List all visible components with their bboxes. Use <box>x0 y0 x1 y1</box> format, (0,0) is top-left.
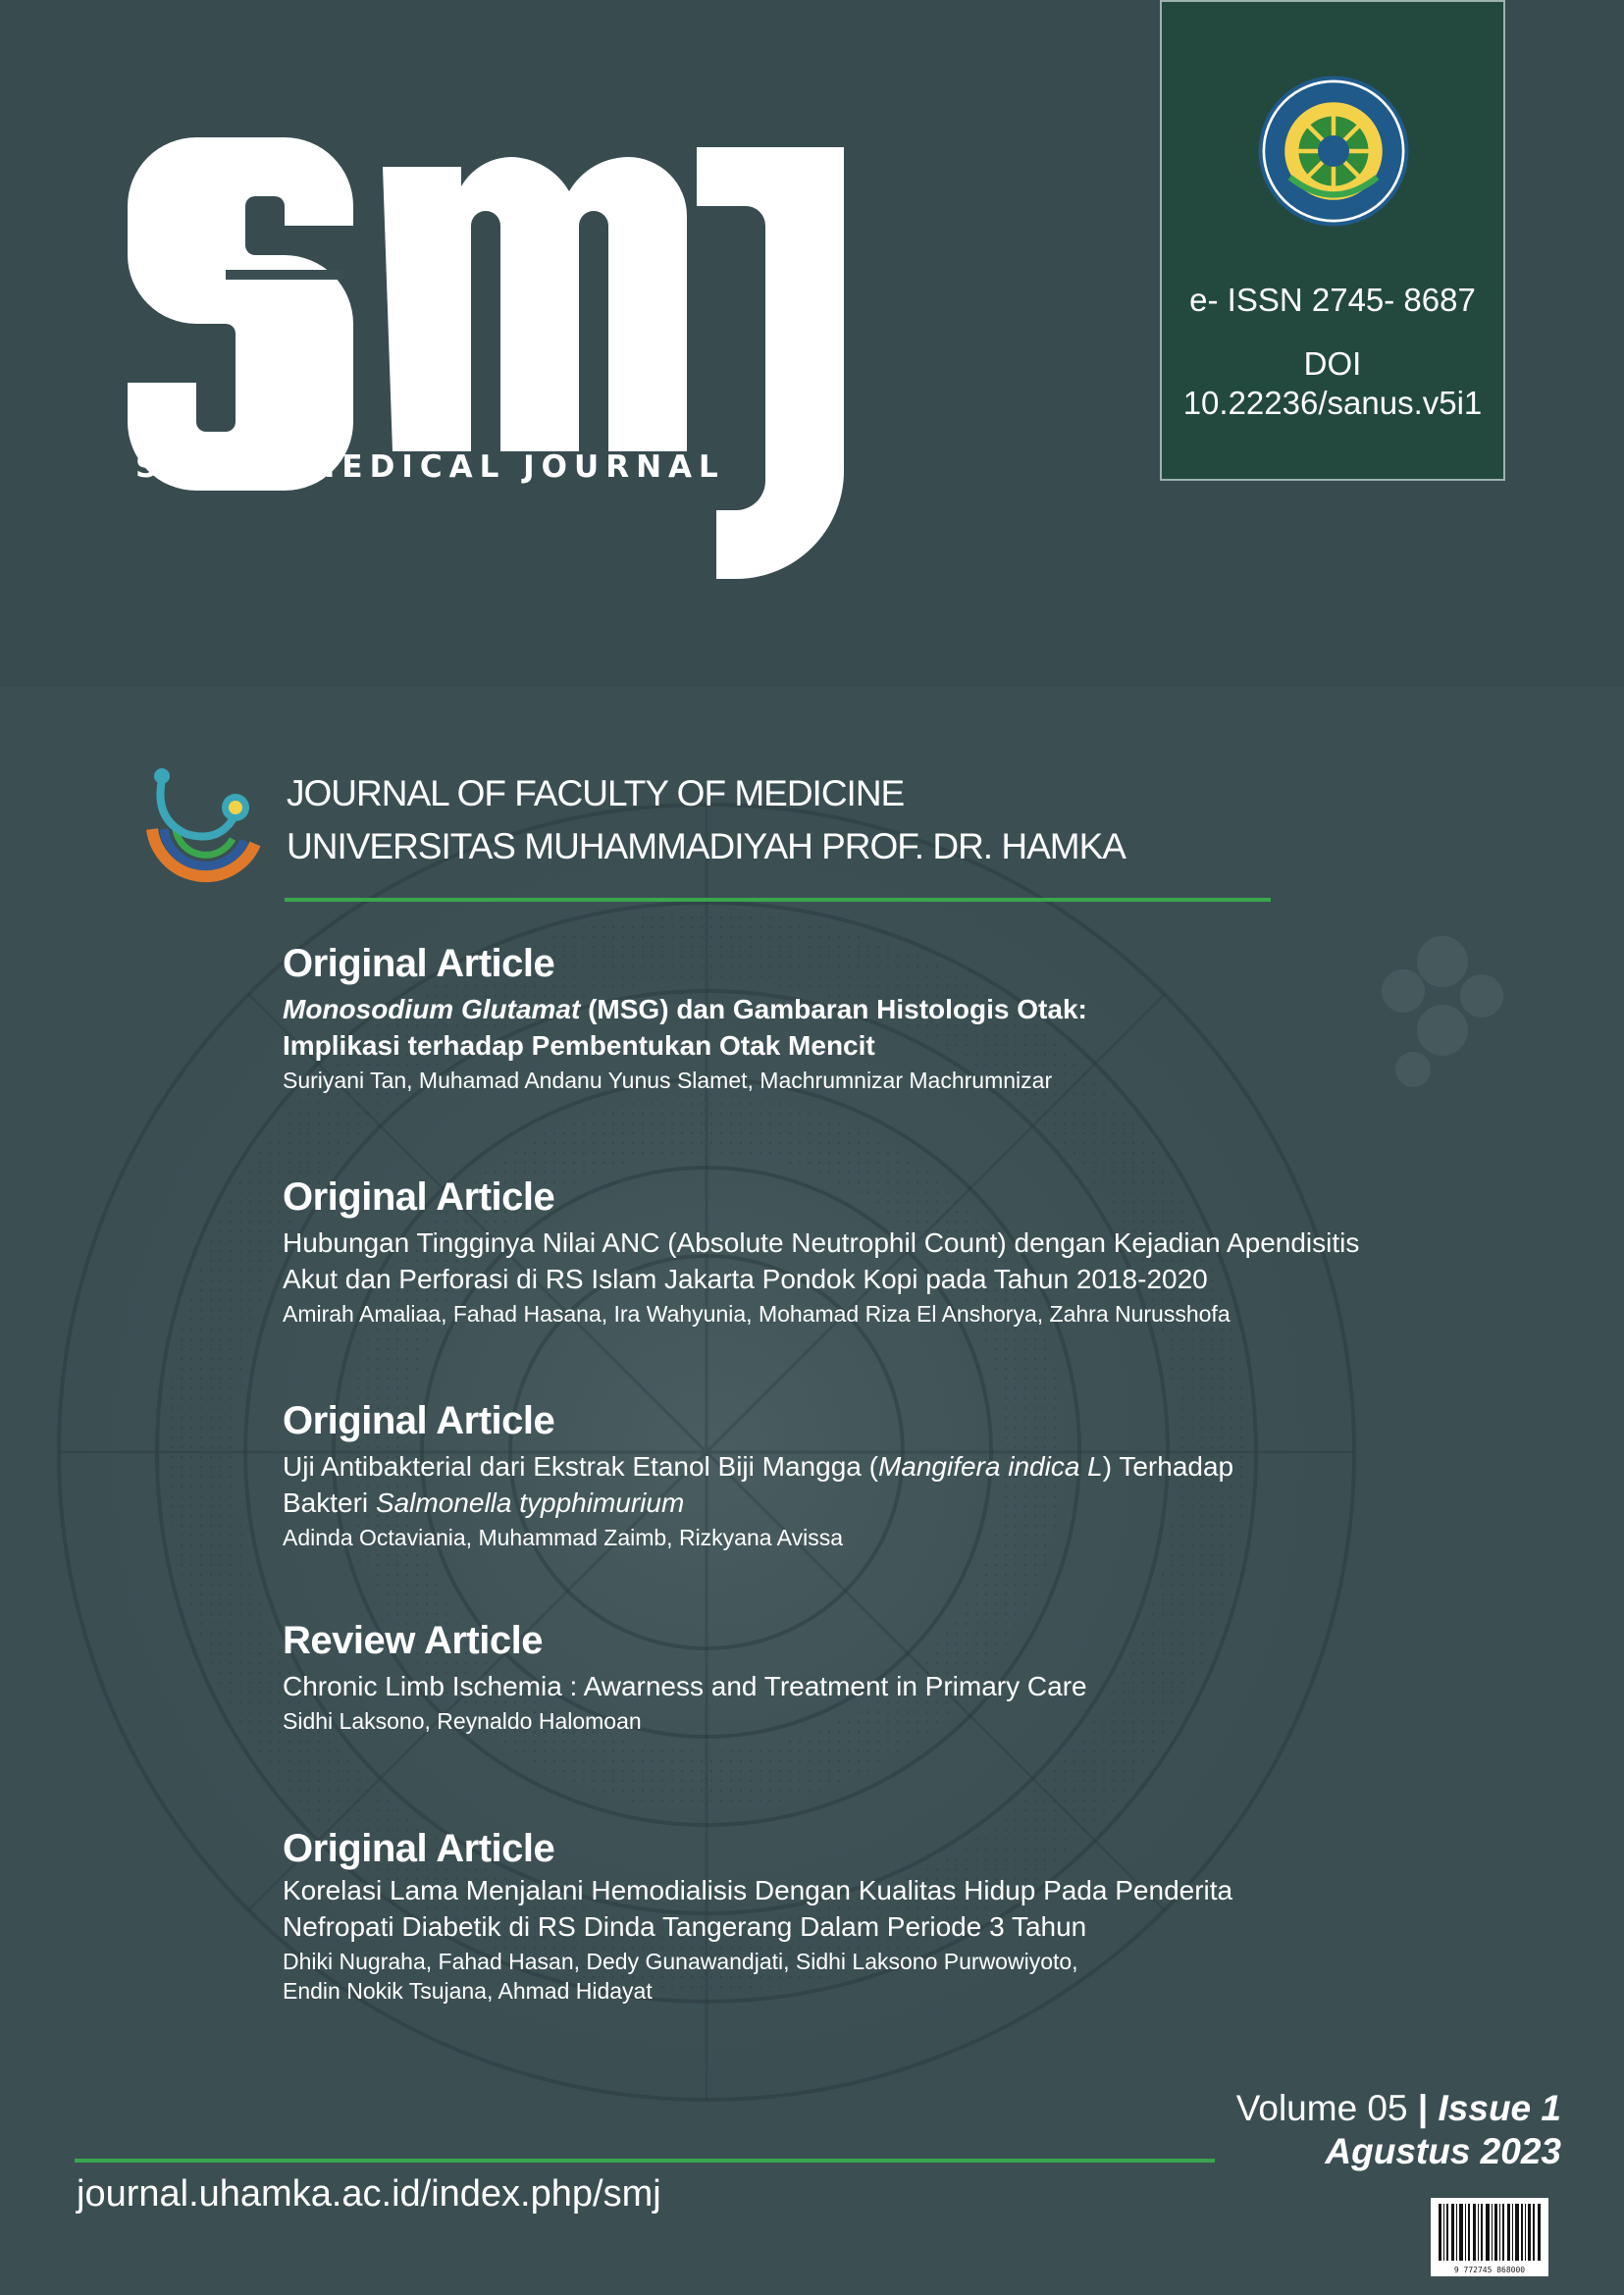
volume: Volume 05 <box>1235 2088 1408 2128</box>
article-type: Original Article <box>283 1175 555 1219</box>
article-2 <box>283 1174 1362 1329</box>
journal-url[interactable]: journal.uhamka.ac.id/index.php/smj <box>77 2173 661 2215</box>
article-title: Hubungan Tingginya Nilai ANC (Absolute Neutrophil Count) dengan Kejadian Apendisitis Akut dan Perforasi di RS Islam Jakarta Pondok Kopi pada Tahun 2018-2020 <box>283 1227 1360 1294</box>
smj-logo <box>128 128 873 579</box>
university-seal-icon <box>1245 73 1422 230</box>
issue-date: Agustus 2023 <box>1325 2131 1561 2171</box>
article-authors: Suriyani Tan, Muhamad Andanu Yunus Slamet, Machrumnizar Machrumnizar <box>283 1068 1053 1093</box>
article-1 <box>283 940 1362 1095</box>
article-title: Monosodium Glutamat (MSG) dan Gambaran Histologis Otak: Implikasi terhadap Pembentukan Otak Mencit <box>283 994 1087 1061</box>
faculty-stethoscope-logo-icon <box>132 760 265 893</box>
article-5 <box>283 1825 1362 2006</box>
article-type: Review Article <box>283 1619 543 1662</box>
doi-value: 10.22236/sanus.v5i1 <box>1182 385 1483 421</box>
issn-doi-box <box>1160 0 1505 481</box>
issue-number: Issue 1 <box>1438 2088 1561 2128</box>
article-title: Chronic Limb Ischemia : Awarness and Treatment in Primary Care <box>283 1671 1087 1701</box>
article-authors: Sidhi Laksono, Reynaldo Halomoan <box>283 1708 642 1734</box>
article-title: Korelasi Lama Menjalani Hemodialisis Dengan Kualitas Hidup Pada Penderita Nefropati Diabetik di RS Dinda Tangerang Dalam Periode 3 Tahun <box>283 1875 1233 1942</box>
faculty-divider <box>285 898 1271 902</box>
article-4 <box>283 1617 1362 1736</box>
article-authors: Amirah Amaliaa, Fahad Hasana, Ira Wahyunia, Mohamad Riza El Anshorya, Zahra Nurusshofa <box>283 1301 1231 1327</box>
journal-name: SANUS MEDICAL JOURNAL <box>135 449 725 485</box>
article-title: Uji Antibakterial dari Ekstrak Etanol Biji Mangga (Mangifera indica L) Terhadap Bakteri Salmonella typphimurium <box>283 1451 1234 1518</box>
faculty-line-2: UNIVERSITAS MUHAMMADIYAH PROF. DR. HAMKA <box>287 826 1126 866</box>
barcode-icon <box>1439 2204 1541 2261</box>
article-type: Original Article <box>283 1827 555 1870</box>
separator: | <box>1417 2088 1429 2128</box>
doi-label: DOI <box>1303 345 1362 382</box>
barcode-digits: 9 772745 868000 <box>1453 2266 1526 2274</box>
barcode <box>1431 2198 1548 2276</box>
article-type: Original Article <box>283 942 555 985</box>
article-3 <box>283 1397 1362 1552</box>
article-authors: Adinda Octaviania, Muhammad Zaimb, Rizkyana Avissa <box>283 1525 844 1550</box>
volume-issue <box>1236 2088 1561 2129</box>
footer-divider <box>75 2159 1215 2163</box>
article-type: Original Article <box>283 1399 555 1442</box>
issn-number: e- ISSN 2745- 8687 <box>1189 282 1476 318</box>
article-authors: Dhiki Nugraha, Fahad Hasan, Dedy Gunawandjati, Sidhi Laksono Purwowiyoto, Endin Nokik Tsujana, Ahmad Hidayat <box>283 1949 1078 2004</box>
faculty-line-1: JOURNAL OF FACULTY OF MEDICINE <box>287 773 905 813</box>
